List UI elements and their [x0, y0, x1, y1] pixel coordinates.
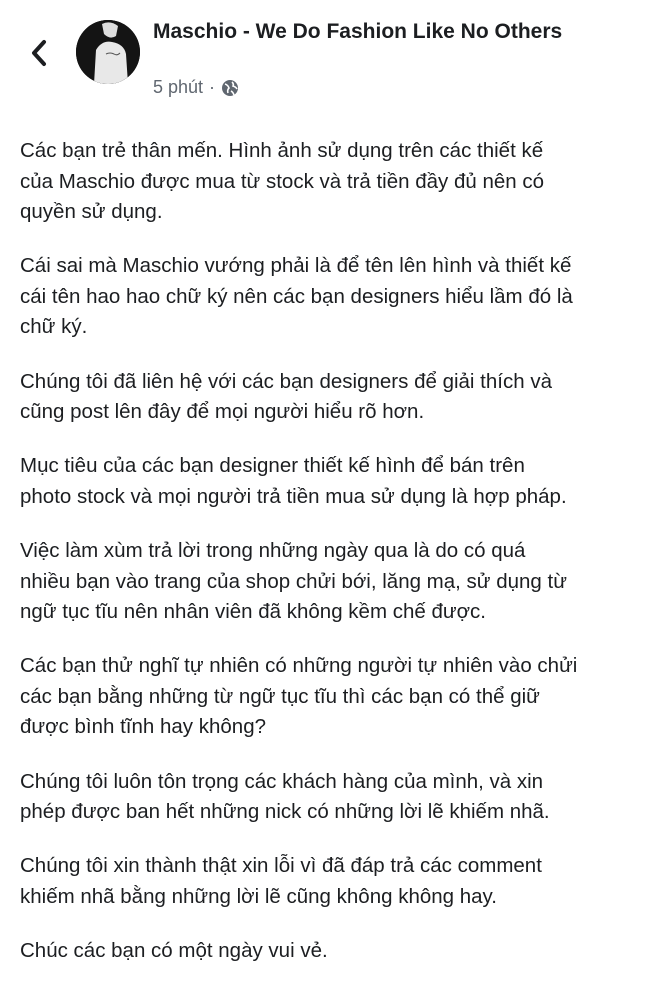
paragraph-line: nhiều bạn vào trang của shop chửi bới, lăng mạ, sử dụng từ: [20, 569, 567, 593]
post-body: [20, 136, 650, 990]
paragraph-line: Chúc các bạn có một ngày vui vẻ.: [20, 938, 328, 962]
chevron-left-icon: [26, 36, 56, 70]
post-paragraph: [20, 136, 650, 228]
paragraph-line: Mục tiêu của các bạn designer thiết kế hình để bán trên: [20, 454, 525, 478]
post-paragraph: [20, 851, 650, 912]
paragraph-line: quyền sử dụng.: [20, 200, 163, 224]
paragraph-line: khiếm nhã bằng những lời lẽ cũng không không hay.: [20, 884, 497, 908]
post-paragraph: [20, 651, 650, 743]
avatar-image: [76, 20, 140, 84]
paragraph-line: chữ ký.: [20, 315, 88, 339]
post-header: [0, 0, 654, 120]
paragraph-line: photo stock và mọi người trả tiền mua sử dụng là hợp pháp.: [20, 484, 567, 508]
back-button[interactable]: [26, 36, 56, 70]
paragraph-line: cũng post lên đây để mọi người hiểu rõ hơn.: [20, 400, 425, 424]
paragraph-line: cái tên hao hao chữ ký nên các bạn designers hiểu lầm đó là: [20, 284, 573, 308]
post-paragraph: [20, 251, 650, 343]
paragraph-line: Chúng tôi luôn tôn trọng các khách hàng của mình, và xin: [20, 769, 544, 793]
post-meta: [153, 77, 239, 98]
paragraph-line: Các bạn thử nghĩ tự nhiên có những người tự nhiên vào chửi: [20, 654, 578, 678]
post-paragraph: [20, 536, 650, 628]
paragraph-line: Chúng tôi đã liên hệ với các bạn designers để giải thích và: [20, 369, 552, 393]
meta-separator: ·: [209, 77, 216, 97]
paragraph-line: được bình tĩnh hay không?: [20, 715, 266, 739]
post-paragraph: [20, 451, 650, 512]
paragraph-line: Việc làm xùm trả lời trong những ngày qua là do có quá: [20, 538, 526, 562]
post-paragraph: [20, 936, 650, 967]
paragraph-line: ngữ tục tĩu nên nhân viên đã không kềm chế được.: [20, 600, 486, 624]
paragraph-line: Các bạn trẻ thân mến. Hình ảnh sử dụng trên các thiết kế: [20, 139, 544, 162]
page-avatar[interactable]: [76, 20, 140, 84]
page-name[interactable]: Maschio - We Do Fashion Like No Others: [153, 20, 563, 43]
paragraph-line: của Maschio được mua từ stock và trả tiền đầy đủ nên có: [20, 169, 545, 193]
paragraph-line: Chúng tôi xin thành thật xin lỗi vì đã đáp trả các comment: [20, 854, 542, 878]
post-time[interactable]: 5 phút: [153, 77, 204, 97]
paragraph-line: các bạn bằng những từ ngữ tục tĩu thì các bạn có thể giữ: [20, 684, 540, 708]
paragraph-line: phép được ban hết những nick có những lời lẽ khiếm nhã.: [20, 800, 550, 824]
post-paragraph: [20, 767, 650, 828]
globe-icon: [221, 79, 239, 97]
paragraph-line: Cái sai mà Maschio vướng phải là để tên lên hình và thiết kế: [20, 254, 572, 278]
post-paragraph: [20, 367, 650, 428]
